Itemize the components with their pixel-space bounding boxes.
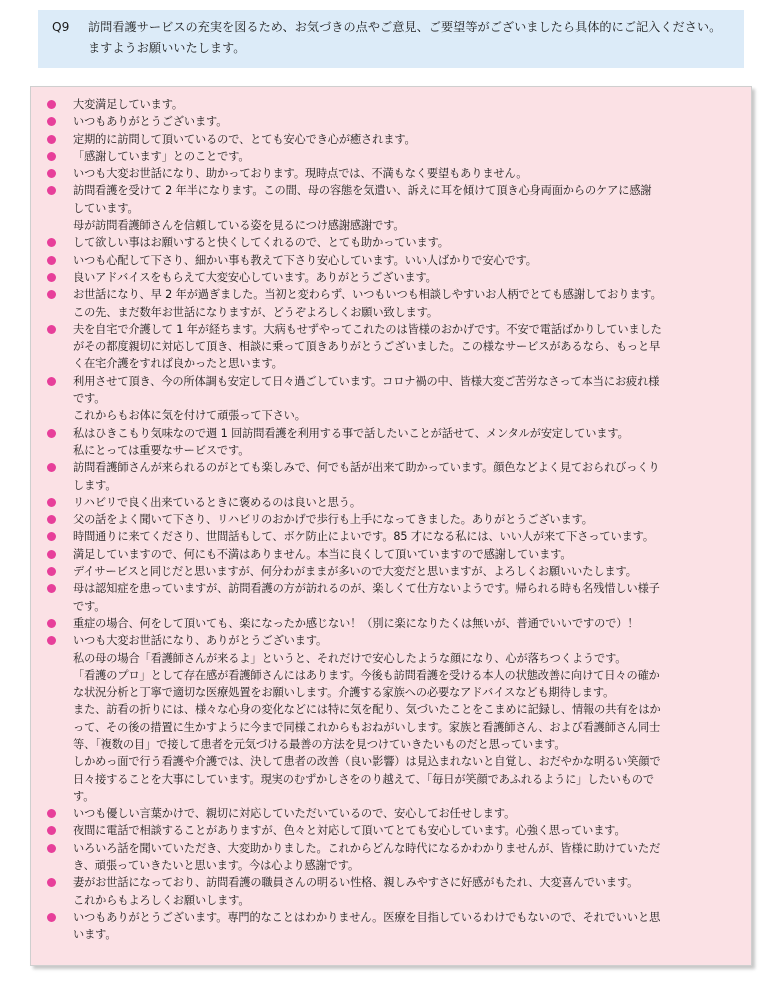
answer-text: 訪問看護を受けて 2 年半になります。この間、母の容態を気遣い、訴えに耳を傾けて頂き心身両面からのケアに感謝 しています。 母が訪問看護師さんを信頼している姿を見るにつけ感謝感謝です。 [73, 184, 652, 233]
answer-text: いつも大変お世話になり、ありがとうございます。 私の母の場合「看護師さんが来るよ」というと、それだけで安心したような顔になり、心が落ちつくようです。 「看護のプロ」として存在感が看護師さんにはあります。今後も訪問看護を受ける本人の状態改善に向けて日々の確か な状況分析と丁寧で適切な医療処置をお願いします。介護する家族への必要なアドバイスなども期待します。 また、訪看の折りには、様々な心身の変化などには特に気を配り、気づいたことをこまめに記録し、情報の共有をはか って、その後の措置に生かすように今まで同様これからもおねがいします。家族と看護師さん、および看護師さん同士 等、「複数の目」で接して患者を元気づける最善の方法を見つけていきたいものだと思っています。 しかめっ面で行う看護や介護では、決して患者の改善（良い影響）は見込まれないと自覚し、おだやかな明るい笑顔で 日々接することを大事にしています。現実のむずかしさをのり越えて、「毎日が笑顔であふれるように」したいもので す。 [73, 634, 661, 803]
bullet-icon [47, 463, 56, 472]
answer-item [45, 546, 739, 563]
answer-item [45, 805, 739, 822]
answer-text: いろいろ話を聞いていただき、大変助かりました。これからどんな時代になるかわかりませんが、皆様に助けていただ き、頑張っていきたいと思います。今は心より感謝です。 [73, 841, 661, 873]
bullet-icon [47, 515, 56, 524]
answer-item [45, 321, 739, 373]
bullet-icon [47, 325, 56, 334]
answer-item [45, 269, 739, 286]
answer-item [45, 563, 739, 580]
answer-text: 定期的に訪問して頂いているので、とても安心でき心が癒されます。 [73, 132, 416, 146]
answer-item [45, 148, 739, 165]
answer-text: いつもありがとうございます。専門的なことはわかりません。医療を目指しているわけでもないので、それでいいと思 います。 [73, 910, 661, 942]
answer-text: 良いアドバイスをもらえて大変安心しています。ありがとうございます。 [73, 270, 437, 284]
bullet-icon [47, 550, 56, 559]
bullet-icon [47, 636, 56, 645]
bullet-icon [47, 135, 56, 144]
bullet-icon [47, 532, 56, 541]
answer-item [45, 131, 739, 148]
answer-text: して欲しい事はお願いすると快くしてくれるので、とても助かっています。 [73, 236, 449, 250]
answer-item [45, 840, 739, 875]
answer-text: リハビリで良く出来ているときに褒めるのは良いと思う。 [73, 495, 361, 509]
answer-item [45, 425, 739, 460]
bullet-icon [47, 100, 56, 109]
answer-item [45, 615, 739, 632]
answer-text: 利用させて頂き、今の所体調も安定して日々過ごしています。コロナ禍の中、皆様大変ご苦労なさって本当にお疲れ様 です。 これからもお体に気を付けて頑張って下さい。 [73, 374, 660, 423]
answer-text: いつも大変お世話になり、助かっております。現時点では、不満もなく要望もありません。 [73, 167, 528, 181]
answer-item [45, 459, 739, 494]
answer-item [45, 494, 739, 511]
bullet-icon [47, 826, 56, 835]
bullet-icon [47, 186, 56, 195]
answer-item [45, 96, 739, 113]
question-number: Q9 [52, 20, 70, 34]
bullet-icon [47, 809, 56, 818]
bullet-icon [47, 152, 56, 161]
bullet-icon [47, 290, 56, 299]
bullet-icon [47, 844, 56, 853]
answer-item [45, 874, 739, 909]
bullet-icon [47, 584, 56, 593]
bullet-icon [47, 256, 56, 265]
answers-panel [30, 86, 752, 966]
answer-text: デイサービスと同じだと思いますが、何分わがままが多いので大変だと思いますが、よろしくお願いいたします。 [73, 565, 637, 579]
bullet-icon [47, 238, 56, 247]
answer-text: 父の話をよく聞いて下さり、リハビリのおかげで歩行も上手になってきました。ありがとうございます。 [73, 513, 593, 527]
answer-item [45, 528, 739, 545]
bullet-icon [47, 377, 56, 386]
bullet-icon [47, 429, 56, 438]
answer-text: お世話になり、早 2 年が過ぎました。当初と変わらず、いつもいつも相談しやすいお人柄でとても感謝しております。 この先、まだ数年お世話になりますが、どうぞよろしくお願い致します。 [73, 288, 662, 319]
answer-list [45, 96, 739, 944]
answer-text: いつも心配して下さり、細かい事も教えて下さり安心しています。いい人ばかりで安心です。 [73, 253, 537, 267]
answer-text: 訪問看護師さんが来られるのがとても楽しみで、何でも話が出来て助かっています。顔色などよく見ておられびっくり します。 [73, 461, 660, 492]
answer-item [45, 286, 739, 321]
answer-text: 妻がお世話になっており、訪問看護の職員さんの明るい性格、親しみやすさに好感がもたれ、大変喜んでいます。 これからもよろしくお願いします。 [73, 876, 639, 907]
answer-text: 夜間に電話で相談することがありますが、色々と対応して頂いてとても安心しています。心強く思っています。 [73, 824, 626, 838]
answer-item [45, 182, 739, 234]
answer-text: 満足していますので、何にも不満はありません。本当に良くして頂いていますので感謝しています。 [73, 547, 572, 561]
answer-item [45, 165, 739, 182]
answer-item [45, 252, 739, 269]
answer-item [45, 511, 739, 528]
bullet-icon [47, 878, 56, 887]
bullet-icon [47, 913, 56, 922]
bullet-icon [47, 619, 56, 628]
bullet-icon [47, 169, 56, 178]
answer-text: 重症の場合、何をして頂いても、楽になったか感じない！（別に楽になりたくは無いが、普通でいいですので）！ [73, 616, 639, 630]
answer-item [45, 822, 739, 839]
answer-text: 夫を自宅で介護して 1 年が経ちます。大病もせずやってこれたのは皆様のおかげです。不安で電話ばかりしていました がその都度親切に対応して頂き、相談に乗って頂きありがとうございました。この様なサービスがあるなら、もっと早 く在宅介護をすれば良かったと思います。 [73, 322, 662, 371]
answer-text: 母は認知症を患っていますが、訪問看護の方が訪れるのが、楽しくて仕方ないようです。帰られる時も名残惜しい様子 です。 [73, 582, 660, 613]
answer-item [45, 234, 739, 251]
question-box [38, 10, 744, 68]
answer-item [45, 580, 739, 615]
bullet-icon [47, 567, 56, 576]
answer-text: 時間通りに来てくださり、世間話もして、ボケ防止によいです。85 才になる私には、いい人が来て下さっています。 [73, 530, 654, 544]
answer-text: いつも優しい言葉かけで、親切に対応していただいているので、安心してお任せします。 [73, 807, 516, 821]
answer-item [45, 909, 739, 944]
answer-item [45, 632, 739, 805]
answer-text: 大変満足しています。 [73, 98, 183, 111]
bullet-icon [47, 498, 56, 507]
answer-item [45, 113, 739, 130]
question-text: 訪問看護サービスの充実を図るため、お気づきの点やご意見、ご要望等がございましたら具体的にご記入ください。ますようお願いいたします。 [88, 20, 722, 55]
answer-text: 「感謝しています」とのことです。 [73, 149, 250, 163]
bullet-icon [47, 117, 56, 126]
answer-text: 私はひきこもり気味なので週 1 回訪問看護を利用する事で話したいことが話せて、メンタルが安定しています。 私にとっては重要なサービスです。 [73, 426, 629, 457]
bullet-icon [47, 273, 56, 282]
answer-text: いつもありがとうございます。 [73, 115, 228, 129]
answer-item [45, 373, 739, 425]
